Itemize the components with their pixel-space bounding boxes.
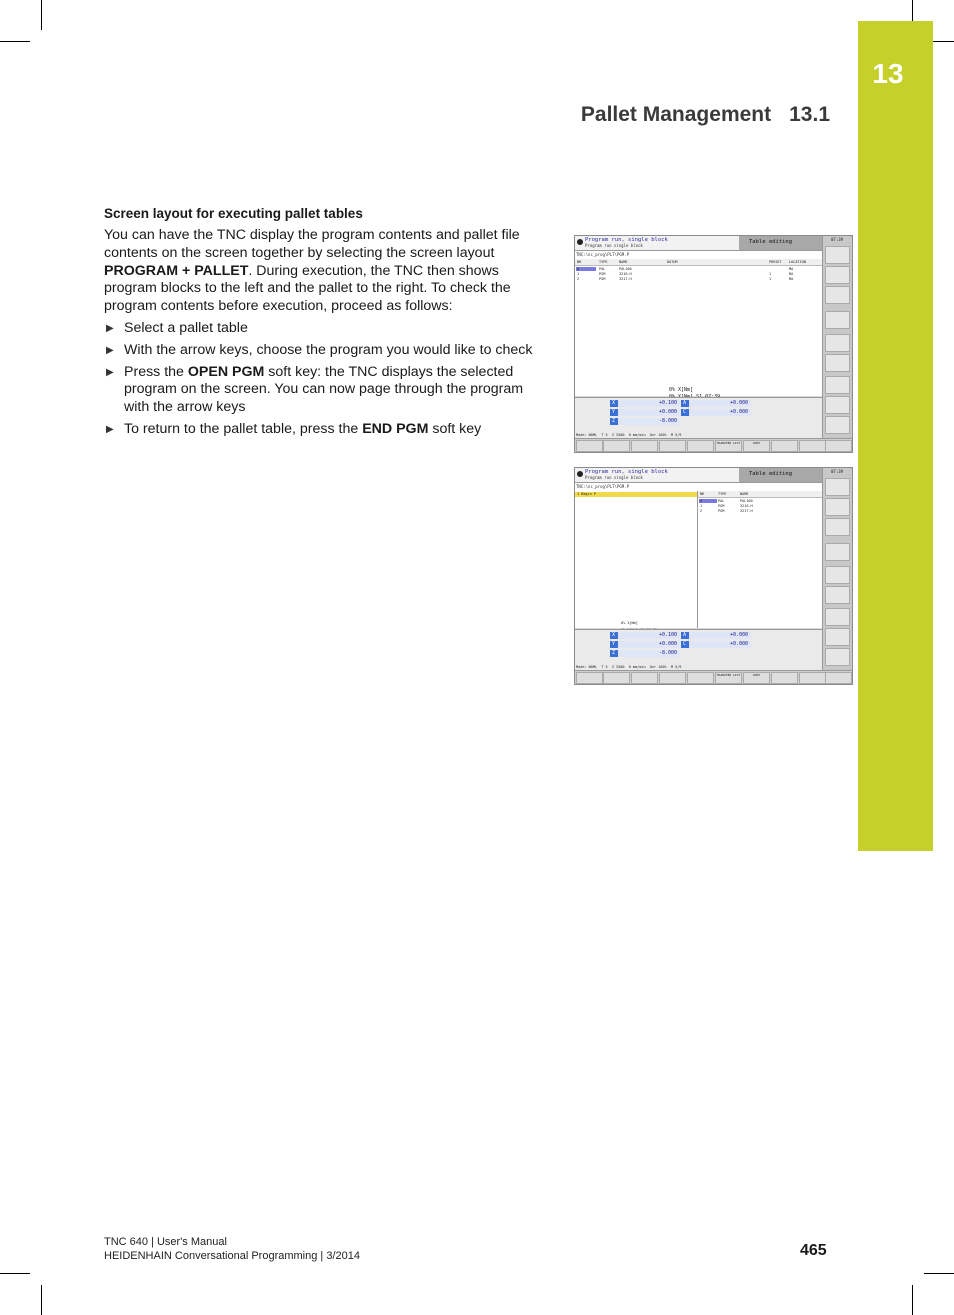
side-softkeys bbox=[822, 236, 853, 452]
step-item bbox=[104, 320, 544, 338]
axis-c-value: +0.000 bbox=[689, 409, 751, 416]
program-line: 1 Begin P bbox=[577, 492, 596, 496]
intro-text: You can have the TNC display the program contents and pallet file contents on the screen together by selecting the screen layout bbox=[104, 227, 520, 261]
softkey[interactable] bbox=[825, 672, 852, 684]
arrow-icon: ▶ bbox=[106, 366, 114, 378]
axis-a: A bbox=[681, 632, 689, 639]
pallet-line: 0% X[Nm] bbox=[621, 621, 638, 625]
pallet-line: 0% X[Nm] bbox=[669, 387, 694, 393]
side-softkey[interactable] bbox=[825, 608, 850, 626]
axis-x: X bbox=[610, 400, 618, 407]
pallet-table-area bbox=[575, 251, 822, 396]
side-softkey[interactable] bbox=[825, 246, 850, 264]
table-row: MA bbox=[789, 272, 794, 276]
col-datum: DATUM bbox=[667, 260, 678, 264]
arrow-icon: ▶ bbox=[106, 323, 114, 334]
axis-z: Z bbox=[610, 650, 618, 657]
intro-text-2: . During execution, the TNC then shows program blocks to the left and the pallet to the right. To check the program contents before execution, proceed as follows: bbox=[104, 262, 511, 315]
axis-x-value: +0.100 bbox=[618, 632, 680, 639]
side-softkey[interactable] bbox=[825, 628, 850, 646]
crop-mark bbox=[0, 1273, 30, 1274]
axis-c-value: +0.000 bbox=[689, 641, 751, 648]
side-softkey[interactable] bbox=[825, 311, 850, 329]
arrow-icon: ▶ bbox=[106, 344, 114, 356]
chapter-number: 13 bbox=[872, 58, 904, 89]
crop-mark bbox=[41, 0, 42, 30]
softkey[interactable] bbox=[771, 672, 798, 684]
side-softkey[interactable] bbox=[825, 586, 850, 604]
axis-c: C bbox=[681, 641, 689, 648]
mode-icon bbox=[577, 471, 583, 477]
softkey-transfer-list[interactable]: TRANSFER LIST bbox=[715, 440, 742, 452]
axis-a-value: +0.000 bbox=[689, 400, 751, 407]
pallet-pane bbox=[697, 491, 823, 628]
mode-subtitle: Program run single block bbox=[585, 243, 643, 248]
step-text: Select a pallet table bbox=[124, 320, 248, 336]
softkey-info[interactable]: INFO bbox=[743, 672, 770, 684]
softkey[interactable] bbox=[687, 440, 714, 452]
side-softkey[interactable] bbox=[825, 498, 850, 516]
softkey[interactable] bbox=[603, 672, 630, 684]
step-text: With the arrow keys, choose the program you would like to check bbox=[124, 341, 533, 358]
table-editing-label: Table editing bbox=[739, 236, 822, 250]
mode-title: Program run, single block bbox=[585, 237, 668, 243]
table-row: PGM bbox=[599, 272, 606, 276]
crop-mark bbox=[924, 1273, 954, 1274]
table-row[interactable]: 1 bbox=[700, 504, 703, 508]
program-pallet-area bbox=[575, 483, 822, 628]
col-location: LOCATION bbox=[789, 260, 806, 264]
intro-bold: PROGRAM + PALLET bbox=[104, 262, 249, 279]
softkey-name: END PGM bbox=[362, 420, 429, 437]
mode-icon bbox=[577, 239, 583, 245]
softkey[interactable] bbox=[771, 440, 798, 452]
table-row: 3216.H bbox=[619, 272, 632, 276]
table-row: 3217.H bbox=[740, 509, 753, 513]
softkey[interactable] bbox=[799, 672, 826, 684]
table-header: NR TYPE NAME bbox=[698, 491, 823, 498]
step-text: soft key: the TNC displays the selected program on the screen. You can now page through the program with the arrow keys bbox=[124, 363, 524, 416]
status-line: Mode: NOML T 5 Z 2500 0 mm/min Ovr 100% M 5/9 bbox=[576, 665, 682, 669]
table-row: MA bbox=[789, 277, 794, 281]
softkey-bar bbox=[575, 438, 852, 453]
running-header bbox=[581, 103, 830, 127]
table-row[interactable]: 2 bbox=[700, 509, 703, 513]
col-type: TYPE bbox=[599, 260, 608, 264]
softkey[interactable] bbox=[631, 672, 658, 684]
status-line: Mode: NOML T 5 Z 2500 0 mm/min Ovr 100% M 5/9 bbox=[576, 433, 682, 437]
step-item bbox=[104, 364, 544, 417]
axis-c: C bbox=[681, 409, 689, 416]
softkey-info[interactable]: INFO bbox=[743, 440, 770, 452]
screenshot-pallet-table bbox=[574, 235, 853, 453]
softkey-name: OPEN PGM bbox=[187, 363, 265, 380]
header-section: 13.1 bbox=[789, 103, 830, 126]
section-title: Screen layout for executing pallet tables bbox=[104, 206, 363, 221]
softkey[interactable] bbox=[825, 440, 852, 452]
table-row[interactable]: 0 bbox=[577, 267, 580, 271]
table-row: PAL100 bbox=[619, 267, 632, 271]
softkey[interactable] bbox=[659, 672, 686, 684]
table-row: 3217.H bbox=[619, 277, 632, 281]
step-item bbox=[104, 421, 544, 439]
side-softkey[interactable] bbox=[825, 566, 850, 584]
screen-topbar bbox=[575, 468, 822, 483]
step-text: To return to the pallet table, press the bbox=[124, 420, 363, 437]
axis-z: Z bbox=[610, 418, 618, 425]
table-row: 1 bbox=[769, 272, 772, 276]
table-row: 1 bbox=[769, 277, 772, 281]
side-softkey[interactable] bbox=[825, 334, 850, 352]
axis-a-value: +0.000 bbox=[689, 632, 751, 639]
side-softkey[interactable] bbox=[825, 396, 850, 414]
axis-x: X bbox=[610, 632, 618, 639]
axis-y-value: +0.000 bbox=[618, 641, 680, 648]
col-name: NAME bbox=[619, 260, 628, 264]
axis-y-value: +0.000 bbox=[618, 409, 680, 416]
table-row: PAL bbox=[718, 499, 725, 503]
softkey[interactable] bbox=[799, 440, 826, 452]
table-row: PGM bbox=[718, 504, 725, 508]
axis-z-value: -8.000 bbox=[618, 418, 680, 425]
axis-a: A bbox=[681, 400, 689, 407]
side-softkey[interactable] bbox=[825, 376, 850, 394]
crop-mark bbox=[41, 1285, 42, 1315]
table-row: PGM bbox=[599, 277, 606, 281]
softkey[interactable] bbox=[576, 672, 603, 684]
softkey-transfer-list[interactable]: TRANSFER LIST bbox=[715, 672, 742, 684]
table-row[interactable]: 1 bbox=[577, 272, 580, 276]
crop-mark bbox=[0, 41, 30, 42]
table-row: PAL100 bbox=[740, 499, 753, 503]
col-preset: PRESET bbox=[769, 260, 782, 264]
step-text: soft key bbox=[428, 420, 482, 437]
table-header bbox=[575, 259, 822, 266]
table-row: 3216.H bbox=[740, 504, 753, 508]
softkey[interactable] bbox=[659, 440, 686, 452]
step-item bbox=[104, 342, 544, 360]
side-softkeys bbox=[822, 468, 853, 684]
col-nr: NR bbox=[577, 260, 582, 264]
arrow-icon: ▶ bbox=[106, 423, 114, 435]
position-display bbox=[575, 397, 822, 438]
softkey[interactable] bbox=[603, 440, 630, 452]
intro-paragraph bbox=[104, 227, 542, 316]
page-number: 465 bbox=[800, 1242, 827, 1259]
axis-y: Y bbox=[610, 409, 618, 416]
table-row[interactable]: 0 bbox=[700, 499, 703, 503]
chapter-tab bbox=[858, 21, 933, 851]
step-text: Press the bbox=[124, 363, 188, 380]
clock: 07:39 bbox=[831, 469, 844, 474]
side-softkey[interactable] bbox=[825, 354, 850, 372]
header-title: Pallet Management bbox=[580, 103, 772, 126]
table-row: MA bbox=[789, 267, 794, 271]
side-softkey[interactable] bbox=[825, 478, 850, 496]
axis-y: Y bbox=[610, 641, 618, 648]
softkey[interactable] bbox=[576, 440, 603, 452]
step-list bbox=[104, 320, 544, 443]
side-softkey[interactable] bbox=[825, 266, 850, 284]
axis-x-value: +0.100 bbox=[618, 400, 680, 407]
footer-line: TNC 640 | User's Manual bbox=[104, 1236, 227, 1248]
clock: 07:39 bbox=[831, 237, 844, 242]
footer-line: HEIDENHAIN Conversational Programming | 3/2014 bbox=[104, 1250, 360, 1262]
side-softkey[interactable] bbox=[825, 286, 850, 304]
mode-title: Program run, single block bbox=[585, 469, 668, 475]
footer bbox=[104, 1235, 360, 1263]
side-softkey[interactable] bbox=[825, 543, 850, 561]
table-row[interactable]: 2 bbox=[577, 277, 580, 281]
table-editing-label: Table editing bbox=[739, 468, 822, 482]
file-path: TNC:\nc_prog\PLT\PGM.P bbox=[576, 484, 629, 489]
screenshot-program-pallet bbox=[574, 467, 853, 685]
softkey[interactable] bbox=[631, 440, 658, 452]
table-row: PAL bbox=[599, 267, 606, 271]
axis-z-value: -8.000 bbox=[618, 650, 680, 657]
position-display bbox=[575, 629, 822, 670]
mode-subtitle: Program run single block bbox=[585, 475, 643, 480]
file-path: TNC:\nc_prog\PLT\PGM.P bbox=[576, 252, 629, 257]
side-softkey[interactable] bbox=[825, 416, 850, 434]
table-row: PGM bbox=[718, 509, 725, 513]
softkey[interactable] bbox=[687, 672, 714, 684]
softkey-bar bbox=[575, 670, 852, 685]
crop-mark bbox=[912, 1285, 913, 1315]
side-softkey[interactable] bbox=[825, 648, 850, 666]
side-softkey[interactable] bbox=[825, 518, 850, 536]
screen-topbar bbox=[575, 236, 822, 251]
